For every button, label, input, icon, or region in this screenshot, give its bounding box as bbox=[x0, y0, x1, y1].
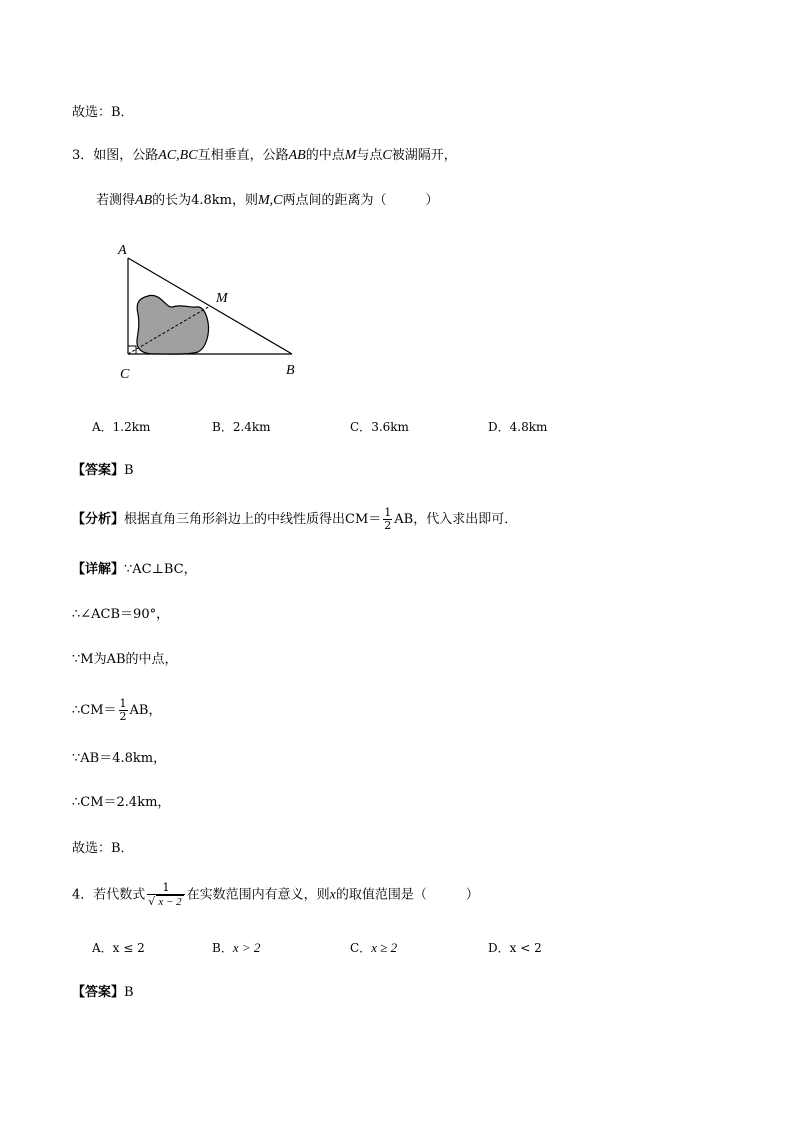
q3-detail-line5: ∵AB＝4.8km， bbox=[72, 751, 167, 766]
q4-option-d: D．x < 2 bbox=[488, 941, 542, 955]
fraction-radical: $\frac{1}{√ x - 2}$ bbox=[147, 882, 184, 908]
q3-detail-line7: 故选：B． bbox=[72, 841, 134, 856]
label-c: C bbox=[120, 367, 130, 382]
q3-option-d: D．4.8km bbox=[488, 420, 548, 434]
answer-blank bbox=[427, 888, 466, 903]
q4-option-b: B．x > 2 bbox=[212, 940, 261, 955]
q3-stem-line1: 3．如图，公路AC,BC互相垂直，公路AB的中点M与点C被湖隔开， bbox=[72, 148, 457, 163]
q3-answer: 【答案】B bbox=[72, 463, 134, 478]
answer-blank bbox=[387, 193, 426, 208]
fraction-half: $\frac{1}{2}$ bbox=[384, 506, 392, 532]
q4-option-a: A．x ≤ 2 bbox=[92, 941, 145, 955]
q3-option-a: A．1.2km bbox=[92, 420, 151, 434]
fraction-half: $\frac{1}{2}$ bbox=[119, 697, 127, 723]
q3-option-c: C．3.6km bbox=[350, 420, 409, 434]
label-m: M bbox=[216, 291, 228, 306]
q3-detail-line2: ∴∠ACB＝90°， bbox=[72, 607, 170, 622]
q3-detail-line1: 【详解】∵AC⊥BC， bbox=[72, 562, 197, 577]
lake-shape bbox=[137, 295, 209, 354]
q4-number: 4． bbox=[72, 887, 94, 903]
q4-option-c: C．x ≥ 2 bbox=[350, 940, 398, 955]
q3-detail-line6: ∴CM＝2.4km， bbox=[72, 795, 171, 810]
q3-detail-line3: ∵M为AB的中点， bbox=[72, 652, 178, 667]
q3-stem-line2: 若测得AB的长为4.8km，则M,C两点间的距离为（ ） bbox=[96, 193, 439, 208]
prev-choice: 故选：B． bbox=[72, 105, 134, 120]
q3-analysis: 【分析】根据直角三角形斜边上的中线性质得出CM＝ $\frac{1}{2}$ AB，代入求出即可． bbox=[72, 506, 518, 532]
label-b: B bbox=[286, 363, 295, 378]
q4-stem: 4．若代数式 $\frac{1}{√ x - 2}$ 在实数范围内有意义，则x的取值范围是（ ） bbox=[72, 881, 479, 908]
q3-number: 3． bbox=[72, 148, 94, 163]
label-a: A bbox=[118, 243, 127, 258]
q4-answer: 【答案】B bbox=[72, 985, 134, 1000]
q3-option-b: B．2.4km bbox=[212, 420, 271, 434]
q3-detail-line4: ∴CM＝ $\frac{1}{2}$ AB， bbox=[72, 697, 162, 723]
geometry-figure bbox=[110, 236, 310, 386]
